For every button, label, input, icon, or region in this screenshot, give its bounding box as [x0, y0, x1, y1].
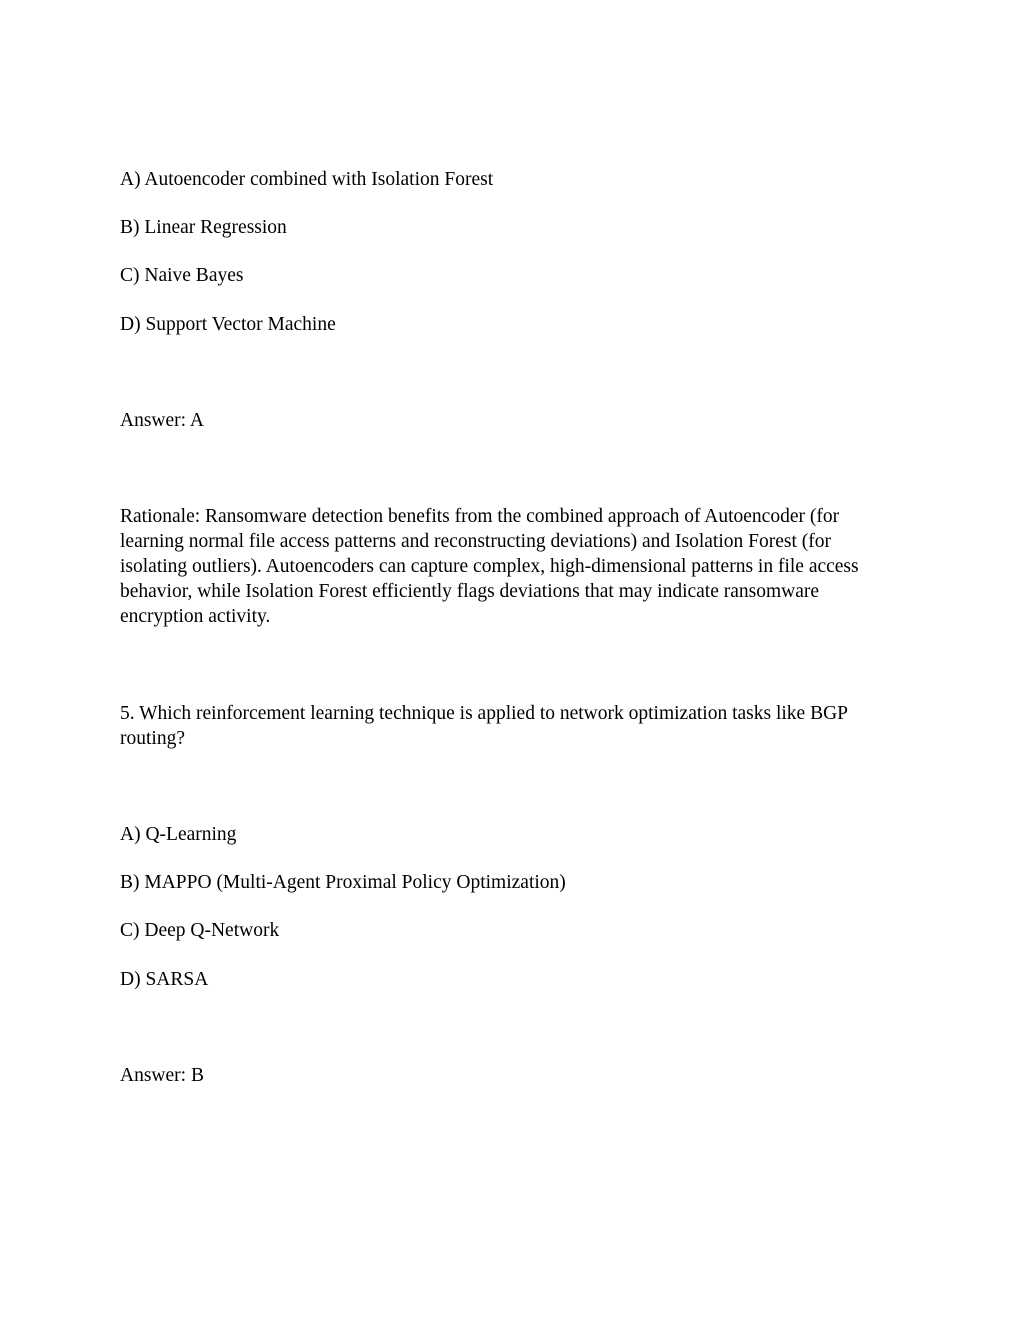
q5-option-d: D) SARSA — [120, 969, 209, 990]
q5-option-b: B) MAPPO (Multi-Agent Proximal Policy Optimization) — [120, 872, 566, 893]
rationale-line: encryption activity. — [120, 606, 271, 627]
q4-option-d: D) Support Vector Machine — [120, 314, 336, 335]
q5-answer: Answer: B — [120, 1065, 204, 1086]
q4-rationale — [120, 504, 910, 629]
q4-answer: Answer: A — [120, 410, 204, 431]
q4-option-c: C) Naive Bayes — [120, 265, 244, 286]
q5-option-c: C) Deep Q-Network — [120, 920, 280, 941]
rationale-line: behavior, while Isolation Forest efficiently flags deviations that may indicate ransomware — [120, 581, 820, 602]
rationale-line: Rationale: Ransomware detection benefits from the combined approach of Autoencoder (for — [120, 506, 840, 527]
question-line: 5. Which reinforcement learning technique is applied to network optimization tasks like BGP — [120, 703, 849, 724]
question-line: routing? — [120, 728, 185, 749]
q4-option-a: A) Autoencoder combined with Isolation Forest — [120, 169, 494, 190]
rationale-line: isolating outliers). Autoencoders can capture complex, high-dimensional patterns in file access — [120, 556, 859, 577]
q5-question — [120, 701, 910, 751]
q5-option-a: A) Q-Learning — [120, 824, 237, 845]
rationale-line: learning normal file access patterns and reconstructing deviations) and Isolation Forest (for — [120, 531, 831, 552]
q4-option-b: B) Linear Regression — [120, 217, 287, 238]
